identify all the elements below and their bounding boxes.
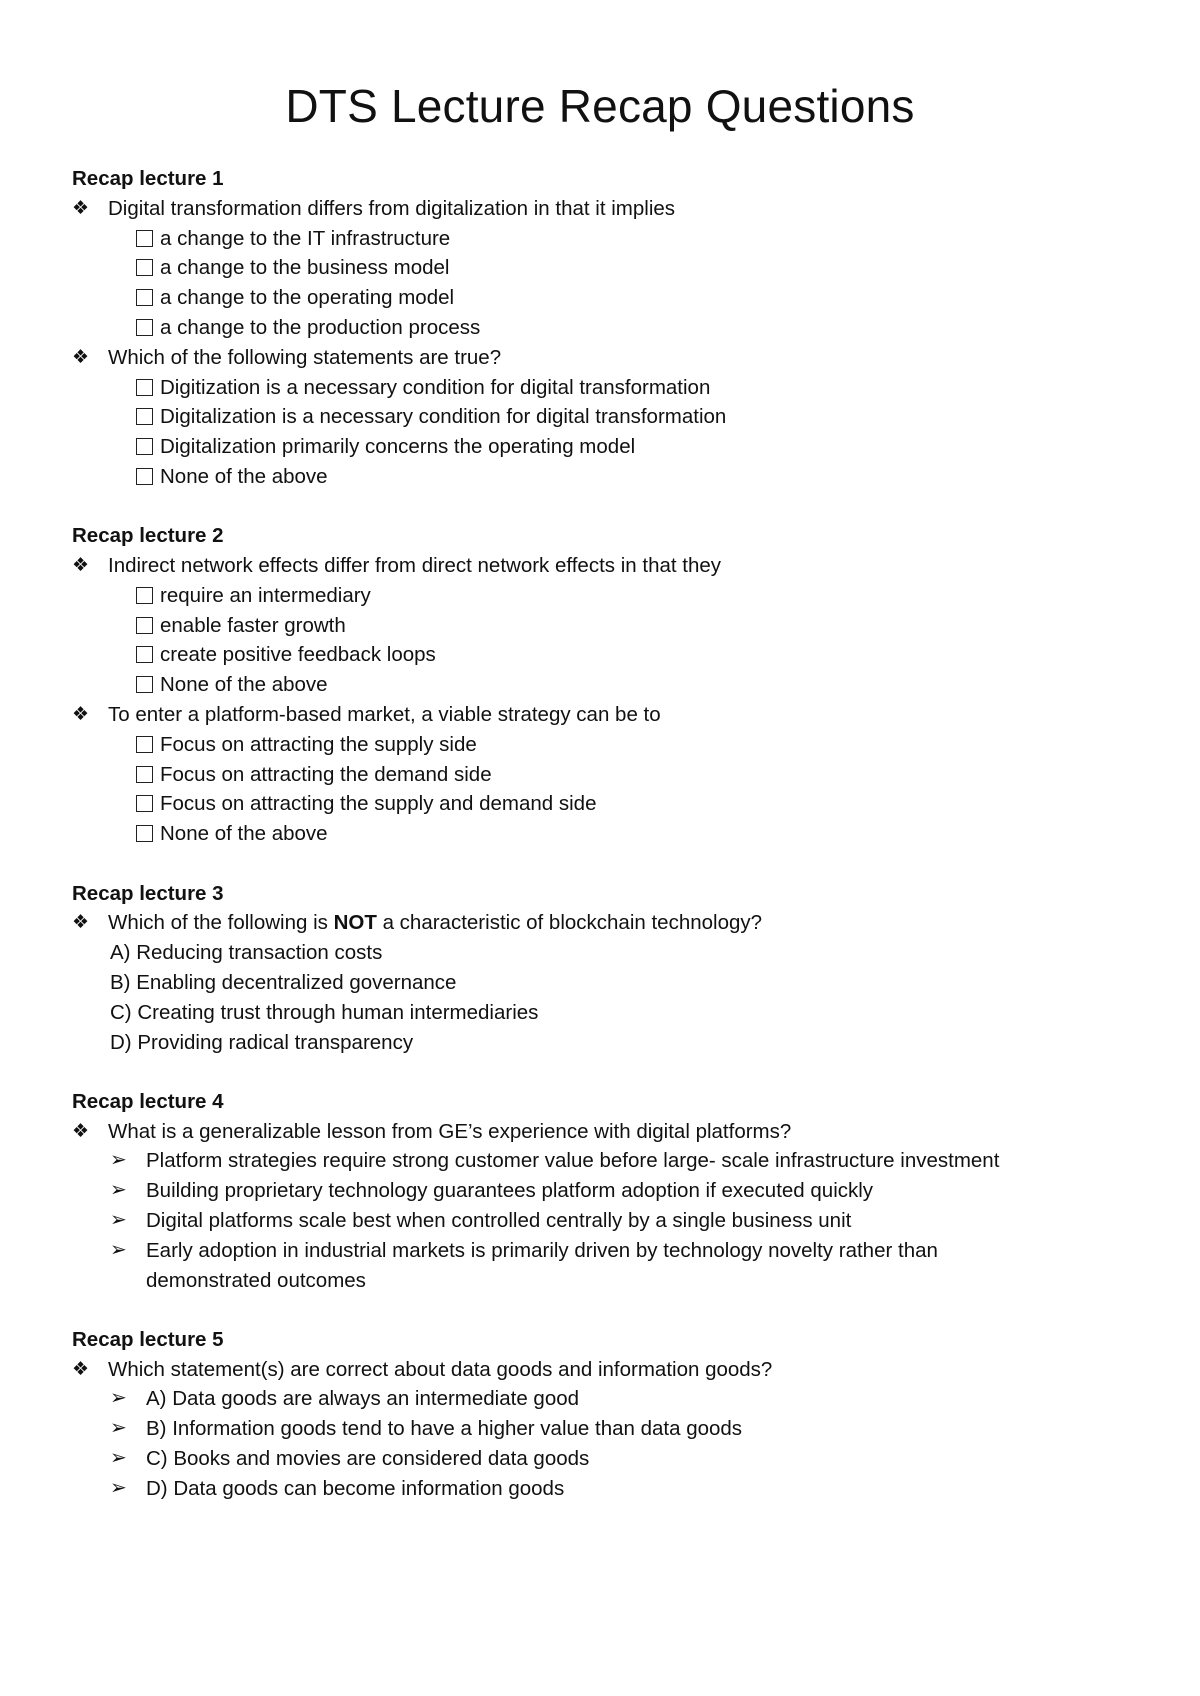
- option-continuation: demonstrated outcomes: [146, 1268, 366, 1292]
- checkbox-icon: [136, 736, 153, 753]
- option-text: a change to the operating model: [160, 286, 455, 310]
- arrow-bullet-icon: ➢: [110, 1179, 127, 1202]
- question-text: What is a generalizable lesson from GE’s experience with digital platforms?: [108, 1119, 792, 1143]
- option: [72, 670, 1132, 700]
- question-text: Which statement(s) are correct about data goods and information goods?: [108, 1357, 773, 1381]
- checkbox-icon: [136, 825, 153, 842]
- option: [72, 819, 1132, 849]
- checkbox-icon: [136, 230, 153, 247]
- diamond-bullet-icon: ❖: [72, 1358, 90, 1380]
- checkbox-icon: [136, 676, 153, 693]
- question-text: Indirect network effects differ from direct network effects in that they: [108, 554, 722, 578]
- diamond-bullet-icon: ❖: [72, 1120, 90, 1142]
- option-text: create positive feedback loops: [160, 643, 436, 667]
- option: [72, 373, 1132, 403]
- diamond-bullet-icon: ❖: [72, 346, 90, 368]
- section-lecture-1: [72, 164, 1132, 492]
- option: [72, 611, 1132, 641]
- question-text: Digital transformation differs from digitalization in that it implies: [108, 196, 676, 220]
- option: C) Creating trust through human intermediaries: [110, 1000, 539, 1024]
- option-text: Digitalization is a necessary condition for digital transformation: [160, 405, 727, 429]
- option: [72, 283, 1132, 313]
- section-lecture-5: [72, 1325, 1132, 1504]
- option-text: Focus on attracting the supply side: [160, 732, 477, 756]
- option-text: Digitalization primarily concerns the operating model: [160, 435, 636, 459]
- option-text: B) Information goods tend to have a higher value than data goods: [146, 1417, 743, 1441]
- checkbox-icon: [136, 468, 153, 485]
- option-text: Building proprietary technology guarantees platform adoption if executed quickly: [146, 1179, 874, 1203]
- checkbox-icon: [136, 319, 153, 336]
- question: [72, 551, 1132, 581]
- option: [72, 1146, 1132, 1176]
- arrow-bullet-icon: ➢: [110, 1238, 127, 1261]
- option-text: a change to the production process: [160, 315, 481, 339]
- option-text: C) Books and movies are considered data goods: [146, 1447, 590, 1471]
- question-text-before: Which of the following is: [108, 911, 334, 935]
- option-text: D) Data goods can become information goods: [146, 1476, 565, 1500]
- option-text: Digital platforms scale best when controlled centrally by a single business unit: [146, 1209, 852, 1232]
- option: [72, 1206, 1132, 1236]
- question: [72, 700, 1132, 730]
- option-text: None of the above: [160, 822, 328, 846]
- option-text: enable faster growth: [160, 613, 346, 637]
- option: [72, 402, 1132, 432]
- diamond-bullet-icon: ❖: [72, 704, 90, 726]
- checkbox-icon: [136, 646, 153, 663]
- option: D) Providing radical transparency: [110, 1030, 414, 1054]
- option-text: a change to the business model: [160, 256, 450, 280]
- document-body: [72, 164, 1132, 1504]
- option: [72, 1176, 1132, 1206]
- option: [72, 1384, 1132, 1414]
- option: [72, 1236, 1132, 1266]
- option: [72, 581, 1132, 611]
- section-heading: Recap lecture 2: [72, 524, 224, 548]
- option: [72, 432, 1132, 462]
- section-heading: Recap lecture 4: [72, 1089, 224, 1113]
- section-lecture-4: [72, 1087, 1132, 1296]
- option: [72, 760, 1132, 790]
- section-heading: Recap lecture 3: [72, 881, 224, 905]
- diamond-bullet-icon: ❖: [72, 555, 90, 577]
- arrow-bullet-icon: ➢: [110, 1476, 127, 1499]
- diamond-bullet-icon: ❖: [72, 912, 90, 934]
- checkbox-icon: [136, 795, 153, 812]
- option-text: Focus on attracting the demand side: [160, 762, 492, 786]
- checkbox-icon: [136, 259, 153, 276]
- option-text: Focus on attracting the supply and demand side: [160, 792, 597, 816]
- checkbox-icon: [136, 617, 153, 634]
- arrow-bullet-icon: ➢: [110, 1387, 127, 1410]
- checkbox-icon: [136, 438, 153, 455]
- question: [72, 1117, 1132, 1147]
- question-text-after: a characteristic of blockchain technology?: [376, 911, 763, 935]
- checkbox-icon: [136, 766, 153, 783]
- option-text: Digitization is a necessary condition for digital transformation: [160, 375, 711, 399]
- option: A) Reducing transaction costs: [110, 941, 383, 965]
- option-text: A) Data goods are always an intermediate good: [146, 1387, 580, 1411]
- section-heading: Recap lecture 1: [72, 167, 224, 190]
- option: [72, 1414, 1132, 1444]
- arrow-bullet-icon: ➢: [110, 1209, 127, 1231]
- arrow-bullet-icon: ➢: [110, 1149, 127, 1172]
- option: [72, 730, 1132, 760]
- question-text: To enter a platform-based market, a viable strategy can be to: [108, 703, 661, 727]
- checkbox-icon: [136, 379, 153, 396]
- question: [72, 908, 1132, 938]
- question: [72, 194, 1132, 224]
- arrow-bullet-icon: ➢: [110, 1447, 127, 1470]
- option: [72, 1474, 1132, 1504]
- question-text-emphasis: NOT: [333, 911, 377, 935]
- page-title: DTS Lecture Recap Questions: [285, 80, 915, 132]
- option: [72, 640, 1132, 670]
- option-text: a change to the IT infrastructure: [160, 226, 451, 250]
- option: [72, 313, 1132, 343]
- option: [72, 462, 1132, 492]
- checkbox-icon: [136, 408, 153, 425]
- question: [72, 343, 1132, 373]
- checkbox-icon: [136, 289, 153, 306]
- option-text: require an intermediary: [160, 583, 371, 607]
- diamond-bullet-icon: ❖: [72, 197, 90, 219]
- checkbox-icon: [136, 587, 153, 604]
- option: B) Enabling decentralized governance: [110, 970, 457, 994]
- option-text: None of the above: [160, 464, 328, 488]
- option-text: Early adoption in industrial markets is primarily driven by technology novelty rather than: [146, 1238, 938, 1262]
- option-text: Platform strategies require strong customer value before large- scale infrastructure investment: [146, 1149, 1000, 1173]
- option: [72, 1444, 1132, 1474]
- section-lecture-3: [72, 879, 1132, 1058]
- arrow-bullet-icon: ➢: [110, 1417, 127, 1440]
- section-heading: Recap lecture 5: [72, 1327, 224, 1351]
- option-text: None of the above: [160, 673, 328, 697]
- option: [72, 224, 1132, 254]
- section-lecture-2: [72, 521, 1132, 849]
- option: [72, 253, 1132, 283]
- question-text: Which of the following statements are true?: [108, 345, 502, 369]
- question: [72, 1355, 1132, 1385]
- option: [72, 789, 1132, 819]
